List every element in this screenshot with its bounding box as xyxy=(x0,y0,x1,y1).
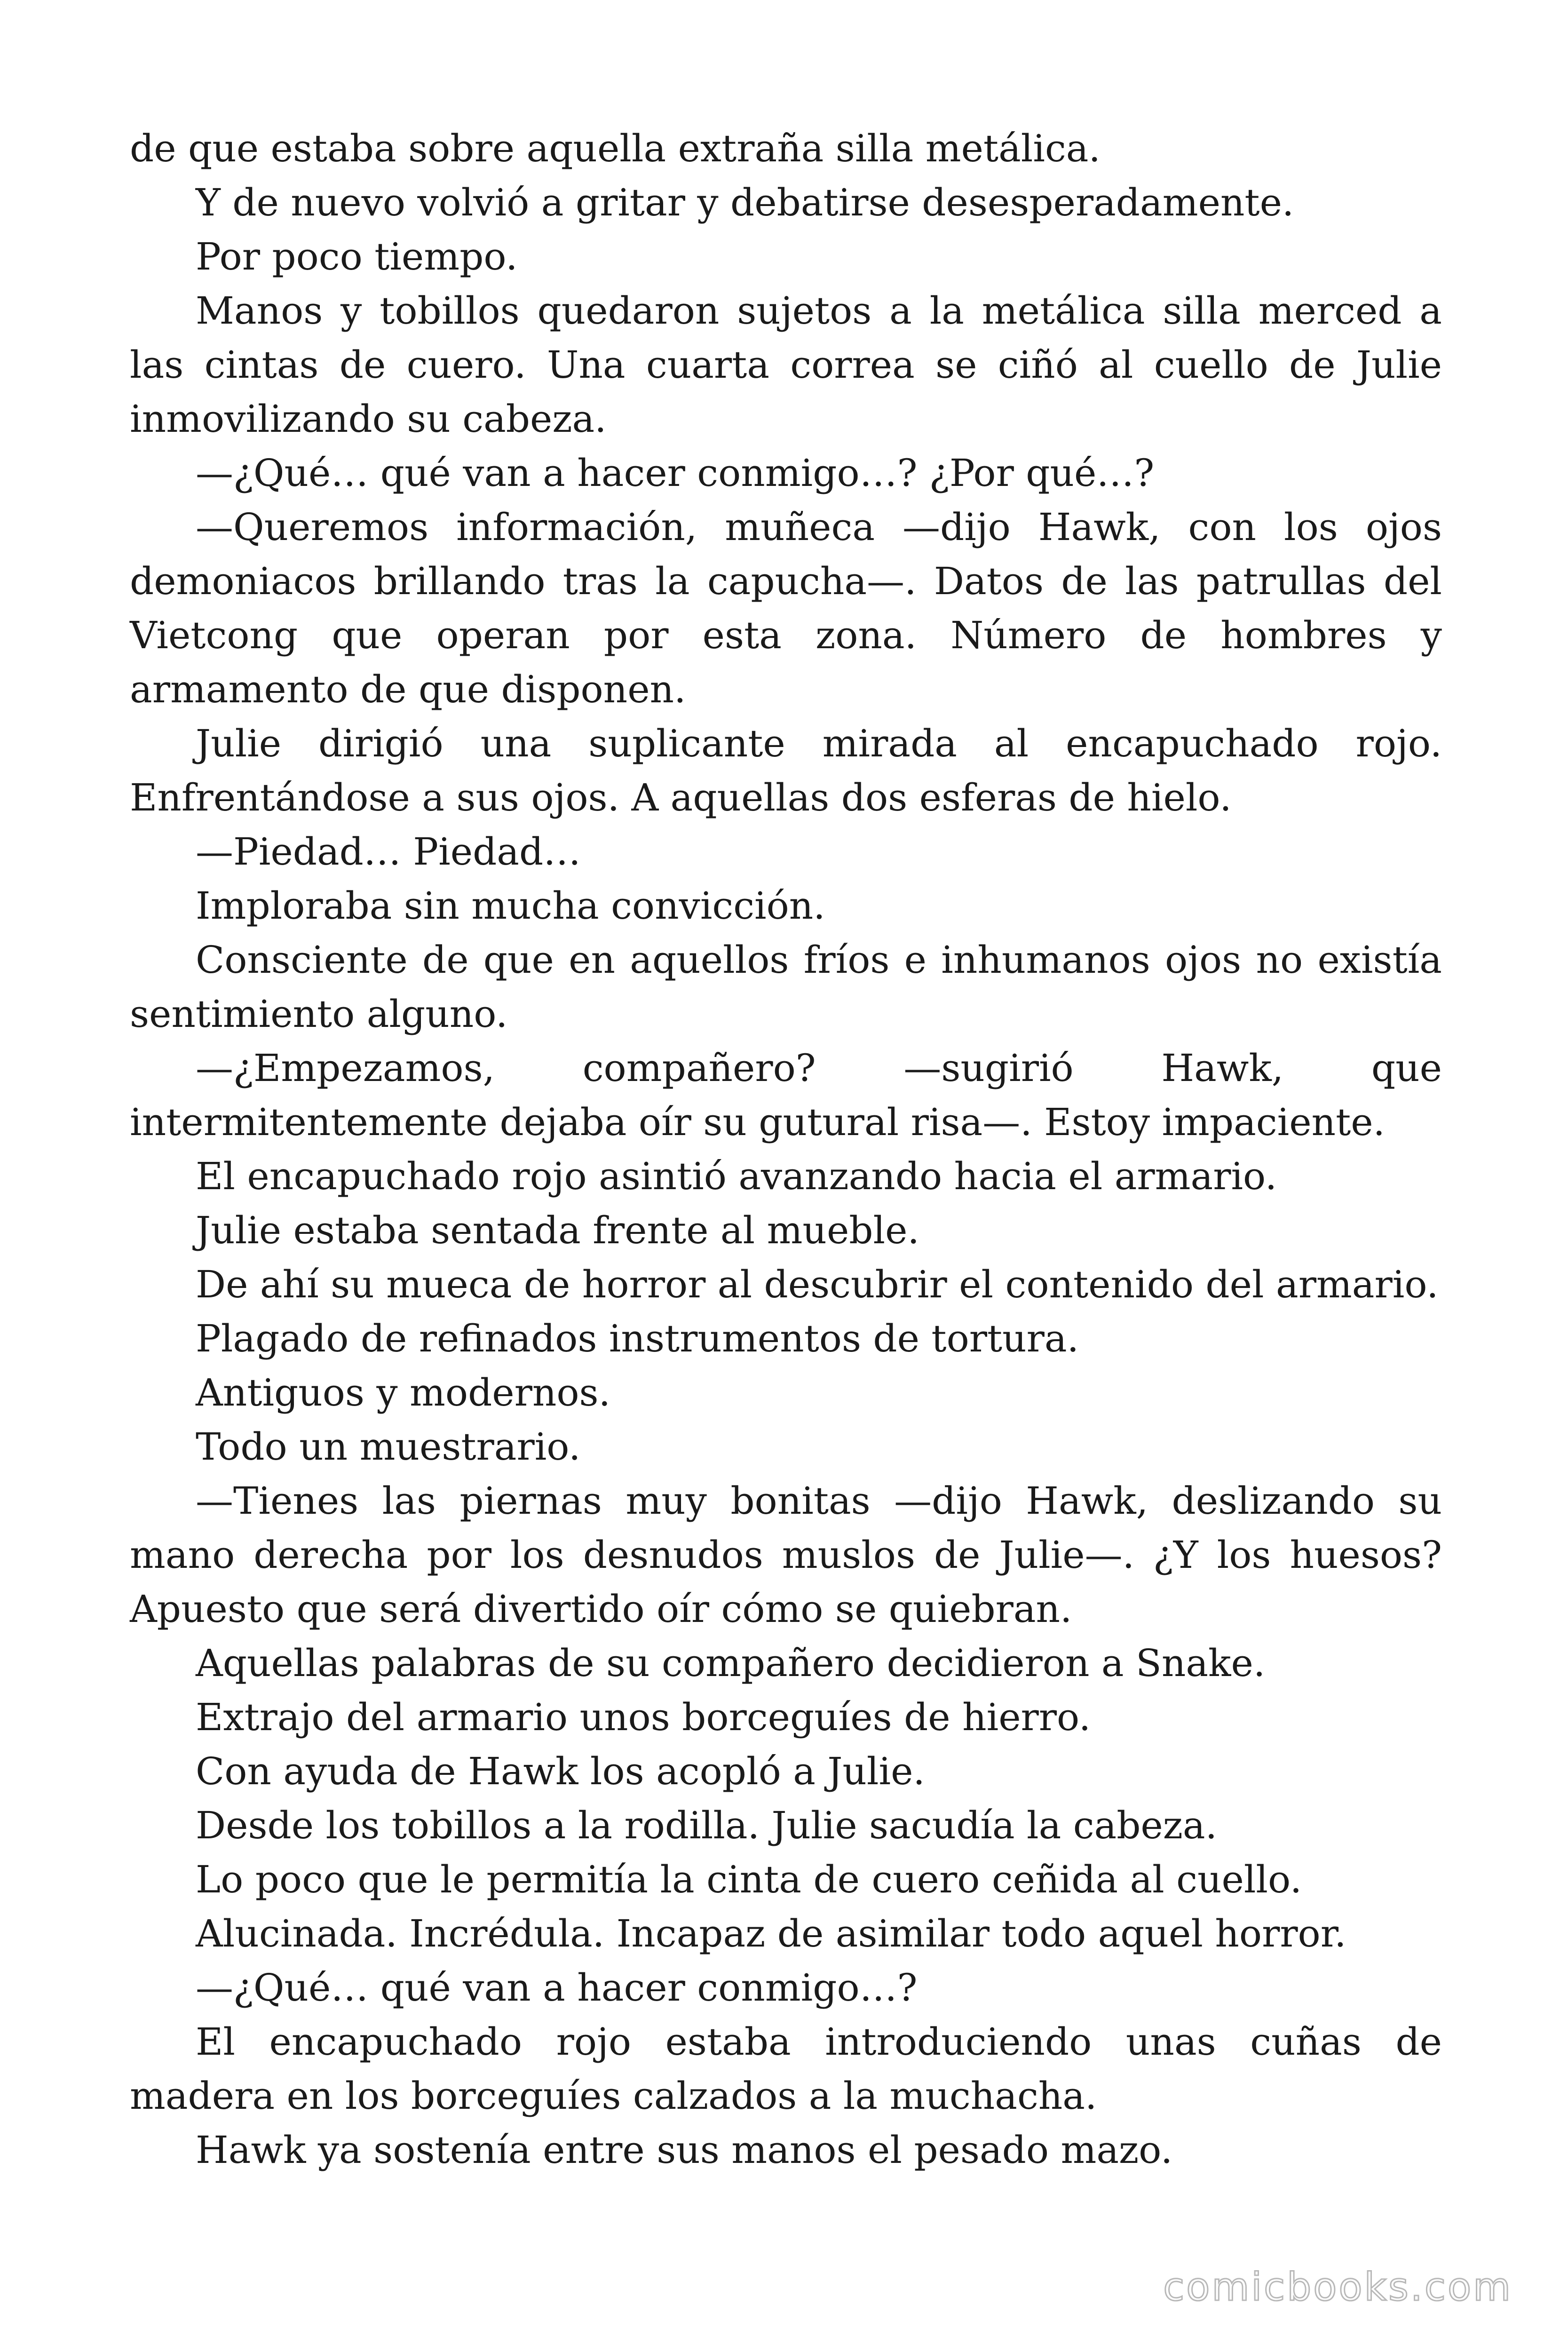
paragraph: —¿Qué… qué van a hacer conmigo…? xyxy=(196,1966,918,2010)
paragraph: Plagado de refinados instrumentos de tortura. xyxy=(196,1317,1079,1360)
watermark: comicbooks.com xyxy=(1163,2265,1513,2310)
paragraph: El encapuchado rojo asintió avanzando hacia el armario. xyxy=(196,1154,1277,1198)
paragraph: Extrajo del armario unos borceguíes de hierro. xyxy=(196,1695,1091,1739)
paragraph: Con ayuda de Hawk los acopló a Julie. xyxy=(196,1749,925,1793)
paragraph: De ahí su mueca de horror al descubrir el contenido del armario. xyxy=(196,1263,1439,1306)
paragraph: —Queremos información, muñeca —dijo Hawk, con los ojos demoniacos brillando tras la capucha—. Datos de las patrullas del Vietcong que operan por esta zona. Número de hombres y armamento de que disponen. xyxy=(130,505,1442,711)
paragraph: Imploraba sin mucha convicción. xyxy=(196,884,825,928)
paragraph: Consciente de que en aquellos fríos e inhumanos ojos no existía sentimiento alguno. xyxy=(130,938,1442,1036)
paragraph: Manos y tobillos quedaron sujetos a la metálica silla merced a las cintas de cuero. Una cuarta correa se ciñó al cuello de Julie inmovilizando su cabeza. xyxy=(130,289,1442,441)
paragraph: Julie dirigió una suplicante mirada al encapuchado rojo. Enfrentándose a sus ojos. A aquellas dos esferas de hielo. xyxy=(130,722,1442,819)
paragraph: Desde los tobillos a la rodilla. Julie sacudía la cabeza. xyxy=(196,1804,1218,1847)
paragraph: de que estaba sobre aquella extraña silla metálica. xyxy=(130,127,1101,170)
paragraph: —¿Empezamos, compañero? —sugirió Hawk, que intermitentemente dejaba oír su gutural risa—. Estoy impaciente. xyxy=(130,1046,1442,1144)
paragraph: Y de nuevo volvió a gritar y debatirse desesperadamente. xyxy=(196,181,1294,224)
body-text xyxy=(130,121,1442,2177)
paragraph: Por poco tiempo. xyxy=(196,235,518,278)
paragraph: Alucinada. Incrédula. Incapaz de asimilar todo aquel horror. xyxy=(196,1912,1346,1955)
paragraph: Antiguos y modernos. xyxy=(196,1371,611,1414)
paragraph: Aquellas palabras de su compañero decidieron a Snake. xyxy=(196,1641,1266,1685)
paragraph: Lo poco que le permitía la cinta de cuero ceñida al cuello. xyxy=(196,1858,1302,1901)
paragraph: —Piedad… Piedad… xyxy=(196,830,581,874)
paragraph: El encapuchado rojo estaba introduciendo unas cuñas de madera en los borceguíes calzados a la muchacha. xyxy=(130,2020,1442,2118)
paragraph: —Tienes las piernas muy bonitas —dijo Hawk, deslizando su mano derecha por los desnudos muslos de Julie—. ¿Y los huesos? Apuesto que será divertido oír cómo se quiebran. xyxy=(130,1479,1442,1631)
paragraph: Julie estaba sentada frente al mueble. xyxy=(196,1208,919,1252)
paragraph: Hawk ya sostenía entre sus manos el pesado mazo. xyxy=(196,2128,1173,2172)
paragraph: —¿Qué… qué van a hacer conmigo…? ¿Por qué…? xyxy=(196,451,1155,495)
paragraph: Todo un muestrario. xyxy=(196,1425,581,1469)
